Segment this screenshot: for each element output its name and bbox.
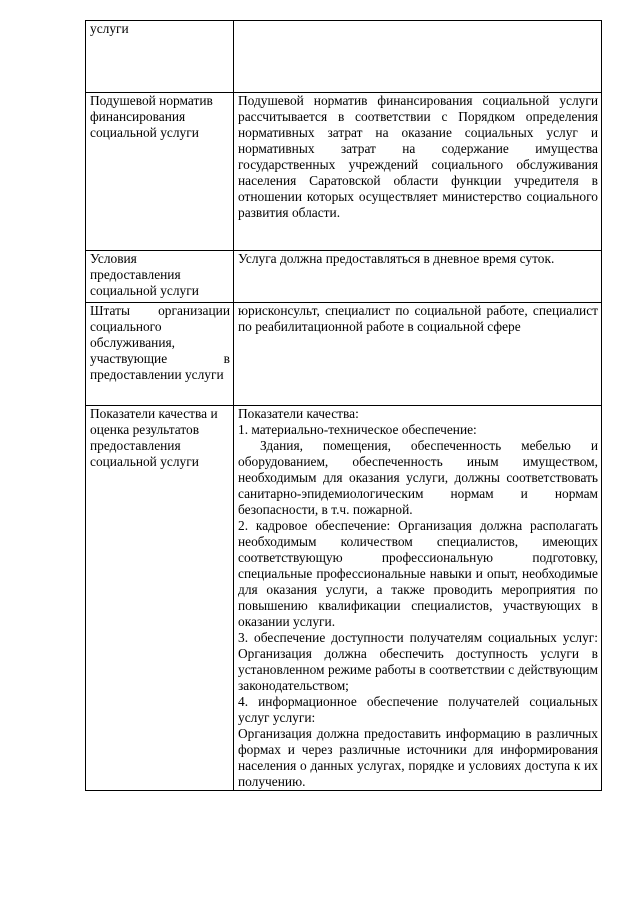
table-row-service-conditions — [86, 251, 602, 303]
quality-item-4-text: Организация должна предоставить информацию в различных формах и через различные источники для информирования населения о данных услугах, порядке и условиях доступа к их получению. — [238, 726, 598, 789]
row-label: Штаты организации социального обслуживания, участвующие в предоставлении услуги — [90, 303, 230, 382]
table-row-service-continuation — [86, 21, 602, 93]
quality-item-1-title: 1. материально-техническое обеспечение: — [238, 422, 477, 437]
row-value: Подушевой норматив финансирования социальной услуги рассчитывается в соответствии с Порядком определения нормативных затрат на оказание социальных услуг и нормативных затрат на содержание имущества государственных учреждений социального обслуживания населения Саратовской области функции учредителя в отношении которых осуществляет министерство социального развития области. — [238, 93, 598, 220]
row-label-cell — [86, 251, 234, 303]
row-value: Услуга должна предоставляться в дневное время суток. — [238, 251, 555, 266]
row-value-cell — [234, 406, 602, 791]
quality-item-1-text: Здания, помещения, обеспеченность мебелью и оборудованием, обеспеченность иным имуществом, необходимым для оказания услуги, должны соответствовать санитарно-эпидемиологическим нормам и нормам безопасности, в т.ч. пожарной. — [238, 438, 598, 517]
row-value-cell — [234, 251, 602, 303]
table-row-staff — [86, 303, 602, 406]
quality-item-4-title: 4. информационное обеспечение получателей социальных услуг услуги: — [238, 694, 598, 725]
row-label-cell — [86, 303, 234, 406]
table-row-quality-indicators — [86, 406, 602, 791]
service-standard-table — [85, 20, 602, 791]
row-label-cell — [86, 406, 234, 791]
row-value-cell — [234, 93, 602, 251]
quality-item-2: 2. кадровое обеспечение: Организация должна располагать необходимым количеством специалистов, имеющих соответствующую профессиональную подготовку, специальные профессиональные навыки и опыт, необходимые для оказания услуги, а также проводить мероприятия по повышению квалификации специалистов, участвующих в оказании услуги. — [238, 518, 598, 629]
quality-heading: Показатели качества: — [238, 406, 359, 421]
row-label: Показатели качества и оценка результатов предоставления социальной услуги — [90, 406, 218, 469]
row-value-cell — [234, 21, 602, 93]
row-label-cell — [86, 93, 234, 251]
row-value: юрисконсульт, специалист по социальной работе, специалист по реабилитационной работе в социальной сфере — [238, 303, 598, 334]
row-value-cell — [234, 303, 602, 406]
row-label-cell — [86, 21, 234, 93]
quality-item-3: 3. обеспечение доступности получателям социальных услуг: Организация должна обеспечить доступность услуги в установленном режиме работы в соответствии с действующим законодательством; — [238, 630, 598, 693]
row-label: Подушевой норматив финансирования социальной услуги — [90, 93, 213, 140]
row-label: Условия предоставления социальной услуги — [90, 251, 199, 298]
row-label: услуги — [90, 21, 129, 36]
table-row-per-capita-norm — [86, 93, 602, 251]
